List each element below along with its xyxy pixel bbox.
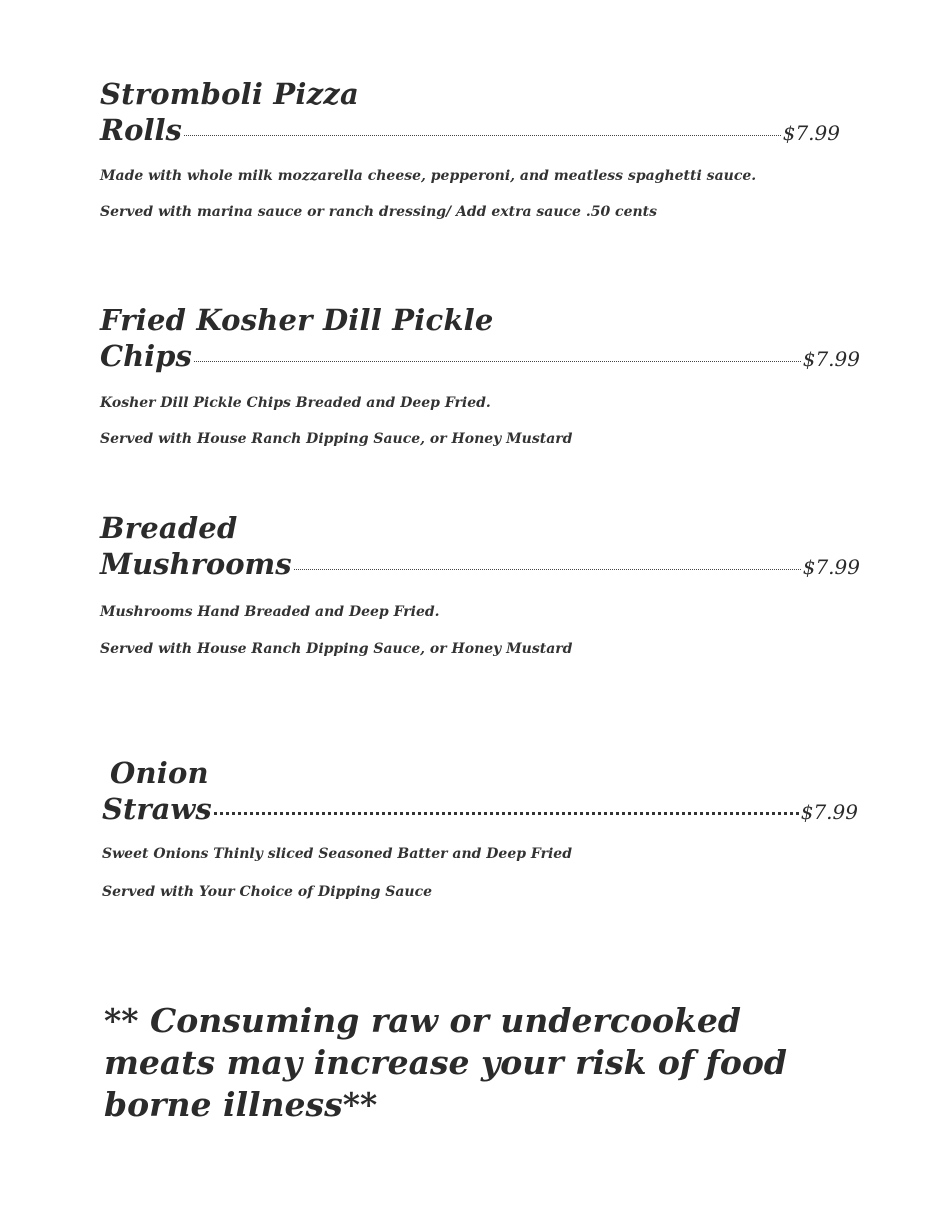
item-name-line2: Mushrooms xyxy=(100,547,292,581)
item-serving-note: Served with House Ranch Dipping Sauce, or Honey Mustard xyxy=(100,431,573,447)
item-name-line2: Straws xyxy=(102,792,212,826)
item-name-line1: Onion xyxy=(110,756,209,790)
item-description: Mushrooms Hand Breaded and Deep Fried. xyxy=(100,604,440,620)
menu-item-breaded-mushrooms xyxy=(100,510,860,658)
food-safety-warning: ** Consuming raw or undercooked meats may increase your risk of food borne illness** xyxy=(104,1001,787,1124)
dot-leader xyxy=(214,812,799,815)
item-price: $7.99 xyxy=(802,555,860,579)
item-name-row xyxy=(102,791,858,830)
item-price: $7.99 xyxy=(782,121,840,145)
item-name-line1: Fried Kosher Dill Pickle xyxy=(100,303,494,337)
item-name-row xyxy=(100,112,840,151)
menu-item-pickle-chips xyxy=(100,302,860,448)
item-name-line1: Stromboli Pizza xyxy=(100,77,359,111)
item-name-line1: Breaded xyxy=(100,511,238,545)
item-description: Sweet Onions Thinly sliced Seasoned Batter and Deep Fried xyxy=(102,846,572,862)
dot-leader xyxy=(184,135,781,136)
dot-leader xyxy=(294,569,801,570)
item-name-line2: Rolls xyxy=(100,113,182,147)
item-serving-note: Served with marina sauce or ranch dressing/ Add extra sauce .50 cents xyxy=(100,204,658,220)
item-name-row xyxy=(100,546,860,585)
item-description: Kosher Dill Pickle Chips Breaded and Deep Fried. xyxy=(100,395,491,411)
menu-item-stromboli xyxy=(100,76,840,221)
item-name-line2: Chips xyxy=(100,339,192,373)
item-price: $7.99 xyxy=(802,347,860,371)
item-serving-note: Served with Your Choice of Dipping Sauce xyxy=(102,884,433,900)
item-price: $7.99 xyxy=(800,800,858,824)
item-serving-note: Served with House Ranch Dipping Sauce, or Honey Mustard xyxy=(100,641,573,657)
menu-item-onion-straws xyxy=(102,755,858,901)
item-name-row xyxy=(100,338,860,377)
dot-leader xyxy=(194,361,801,362)
item-description: Made with whole milk mozzarella cheese, pepperoni, and meatless spaghetti sauce. xyxy=(100,168,757,184)
